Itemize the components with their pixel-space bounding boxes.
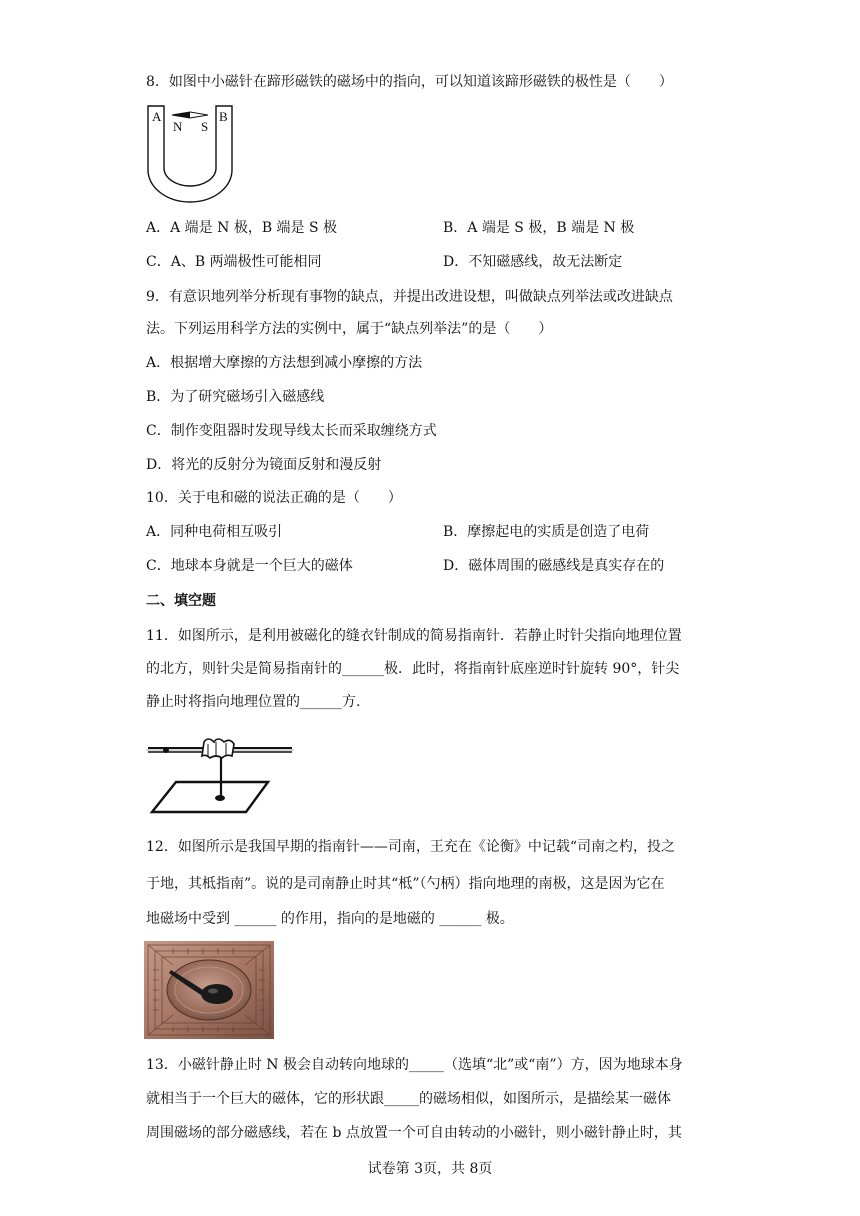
q12-line2: 于地，其柢指南”。说的是司南静止时其“柢”（勺柄）指向地理的南极，这是因为它在: [146, 876, 665, 892]
q13-line1: 13．小磁针静止时 N 极会自动转向地球的_____（选填“北”或“南”）方，因为地球本身: [146, 1057, 683, 1073]
q9-stem-line2: 法。下列运用科学方法的实例中，属于“缺点列举法”的是（ ）: [146, 321, 553, 337]
q10-stem: 10．关于电和磁的说法正确的是（ ）: [146, 490, 402, 506]
q10-option-d: D．磁体周围的磁感线是真实存在的: [443, 558, 665, 574]
page-footer: 试卷第 3页，共 8页: [367, 1161, 493, 1177]
q11-line3: 静止时将指向地理位置的______方.: [146, 694, 361, 710]
needle-compass-figure: [146, 732, 296, 816]
magnet-label-b: B: [219, 109, 228, 124]
q10-option-c: C．地球本身就是一个巨大的磁体: [146, 558, 353, 574]
spoon-bowl-icon: [201, 984, 233, 1004]
q8-option-b: B．A 端是 S 极，B 端是 N 极: [443, 220, 635, 236]
compass-base-icon: [152, 782, 268, 812]
q8-option-c: C．A、B 两端极性可能相同: [146, 254, 322, 270]
sinan-compass-photo: [143, 940, 275, 1040]
needle-label-s: S: [201, 119, 209, 134]
q9-option-a: A．根据增大摩擦的方法想到减小摩擦的方法: [146, 355, 423, 371]
q13-line3: 周围磁场的部分磁感线，若在 b 点放置一个可自由转动的小磁针，则小磁针静止时，其: [146, 1125, 682, 1141]
horseshoe-magnet-figure: [144, 104, 236, 204]
q9-option-b: B．为了研究磁场引入磁感线: [146, 389, 325, 405]
q12-line3: 地磁场中受到 ______ 的作用，指向的是地磁的 ______ 极。: [146, 911, 514, 927]
q8-stem: 8．如图中小磁针在蹄形磁铁的磁场中的指向，可以知道该蹄形磁铁的极性是（ ）: [146, 74, 673, 90]
q9-option-d: D．将光的反射分为镜面反射和漫反射: [146, 457, 382, 473]
q11-line2: 的北方，则针尖是简易指南针的______极．此时，将指南针底座逆时针旋转 90°，针尖: [146, 661, 680, 677]
q10-option-b: B．摩擦起电的实质是创造了电荷: [443, 524, 650, 540]
q12-line1: 12．如图所示是我国早期的指南针——司南，王充在《论衡》中记载“司南之杓，投之: [146, 839, 675, 855]
section-heading-fill-in: 二、填空题: [146, 593, 216, 609]
q9-stem-line1: 9．有意识地列举分析现有事物的缺点，并提出改进设想，叫做缺点列举法或改进缺点: [146, 289, 673, 305]
q13-line2: 就相当于一个巨大的磁体，它的形状跟_____的磁场相似，如图所示，是描绘某一磁体: [146, 1091, 671, 1107]
q8-option-a: A．A 端是 N 极，B 端是 S 极: [146, 220, 338, 236]
q8-option-d: D．不知磁感线，故无法断定: [443, 254, 623, 270]
q9-option-c: C．制作变阻器时发现导线太长而采取缠绕方式: [146, 423, 437, 439]
magnet-label-a: A: [152, 109, 162, 124]
q11-line1: 11．如图所示，是利用被磁化的缝衣针制成的简易指南针．若静止时针尖指向地理位置: [146, 628, 682, 644]
q10-option-a: A．同种电荷相互吸引: [146, 524, 283, 540]
needle-label-n: N: [173, 119, 183, 134]
